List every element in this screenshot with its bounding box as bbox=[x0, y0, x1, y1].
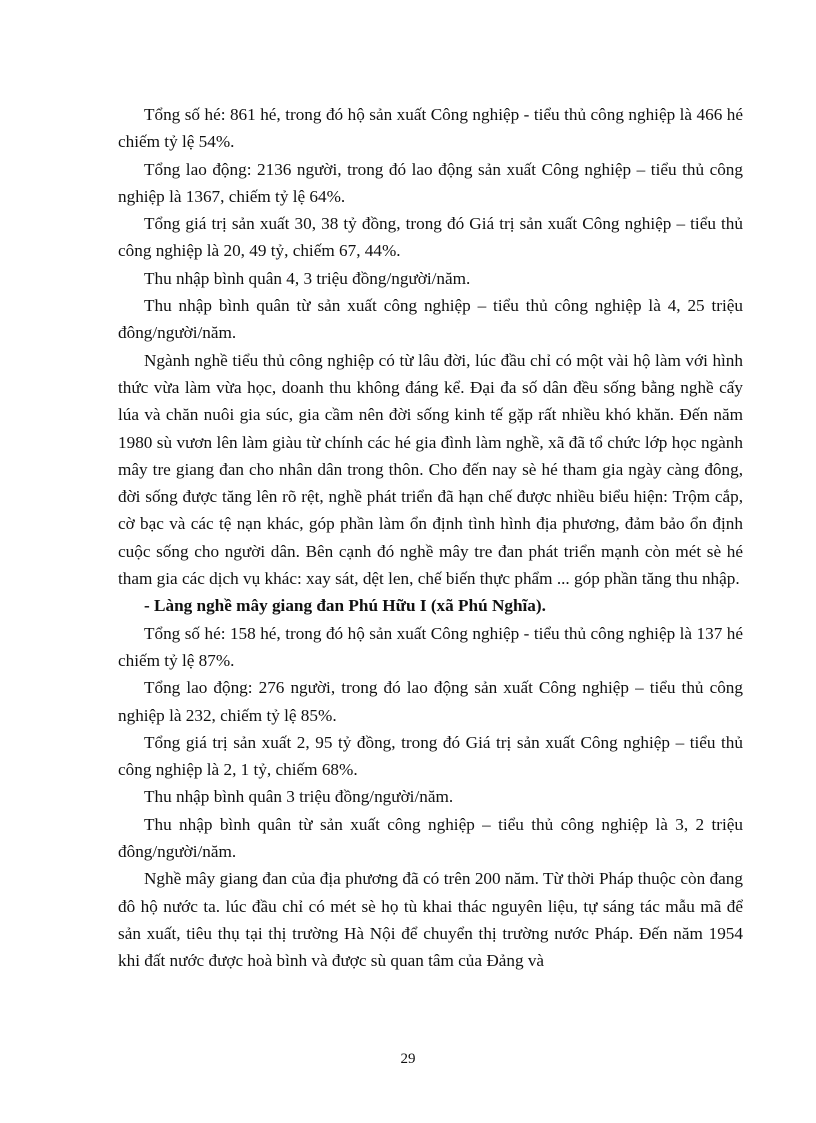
section-heading: - Làng nghề mây giang đan Phú Hữu I (xã Phú Nghĩa). bbox=[144, 596, 546, 616]
paragraph-households-2: Tổng số hé: 158 hé, trong đó hộ sản xuất Công nghiệp - tiểu thủ công nghiệp là 137 hé chiếm tỷ lệ 87%. bbox=[118, 623, 743, 670]
paragraph-labor-2: Tổng lao động: 276 người, trong đó lao động sản xuất Công nghiệp – tiểu thủ công nghiệp là 232, chiếm tỷ lệ 85%. bbox=[118, 678, 743, 725]
paragraph-history-2: Nghề mây giang đan của địa phương đã có trên 200 năm. Từ thời Pháp thuộc còn đang đô hộ nước ta. lúc đầu chỉ có mét sè họ tù khai thác nguyên liệu, tự sáng tác mẫu mã để sản xuất, tiêu thụ tại thị trường Hà Nội để chuyển thị trường nước Pháp. Đến năm 1954 khi đất nước được hoà bình và được sù quan tâm của Đảng và bbox=[118, 869, 743, 971]
paragraph-history: Ngành nghề tiểu thủ công nghiệp có từ lâu đời, lúc đầu chỉ có một vài hộ làm với hình thức vừa làm vừa học, doanh thu không đáng kể. Đại đa số dân đều sống bằng nghề cấy lúa và chăn nuôi gia súc, gia cầm nên đời sống kinh tế gặp rất nhiều khó khăn. Đến năm 1980 sù vươn lên làm giàu từ chính các hé gia đình làm nghề, xã đã tổ chức lớp học ngành mây tre giang đan cho nhân dân trong thôn. Cho đến nay sè hé tham gia ngày càng đông, đời sống được tăng lên rõ rệt, nghề phát triển đã hạn chế được nhiều biểu hiện: Trộm cắp, cờ bạc và các tệ nạn khác, góp phần làm ổn định tình hình địa phương, đảm bảo ổn định cuộc sống cho người dân. Bên cạnh đó nghề mây tre đan phát triển mạnh còn mét sè hé tham gia các dịch vụ khác: xay sát, dệt len, chế biến thực phẩm ... góp phần tăng thu nhập. bbox=[118, 350, 743, 589]
paragraph-average-income: Thu nhập bình quân 4, 3 triệu đồng/người/năm. bbox=[144, 268, 471, 288]
paragraph-households: Tổng số hé: 861 hé, trong đó hộ sản xuất Công nghiệp - tiểu thủ công nghiệp là 466 hé chiếm tỷ lệ 54%. bbox=[118, 105, 743, 152]
paragraph-industry-income: Thu nhập bình quân từ sản xuất công nghiệp – tiểu thủ công nghiệp là 4, 25 triệu đông/người/năm. bbox=[118, 296, 743, 343]
paragraph-labor: Tổng lao động: 2136 người, trong đó lao động sản xuất Công nghiệp – tiểu thủ công nghiệp là 1367, chiếm tỷ lệ 64%. bbox=[118, 159, 743, 206]
paragraph-production-value: Tổng giá trị sản xuất 30, 38 tỷ đồng, trong đó Giá trị sản xuất Công nghiệp – tiểu thủ công nghiệp là 20, 49 tỷ, chiếm 67, 44%. bbox=[118, 214, 743, 261]
paragraph-average-income-2: Thu nhập bình quân 3 triệu đồng/người/năm. bbox=[144, 787, 454, 807]
page-body bbox=[118, 101, 743, 975]
page-number: 29 bbox=[400, 1051, 416, 1067]
paragraph-production-value-2: Tổng giá trị sản xuất 2, 95 tỷ đồng, trong đó Giá trị sản xuất Công nghiệp – tiểu thủ công nghiệp là 2, 1 tỷ, chiếm 68%. bbox=[118, 732, 743, 780]
paragraph-industry-income-2: Thu nhập bình quân từ sản xuất công nghiệp – tiểu thủ công nghiệp là 3, 2 triệu đông/người/năm. bbox=[118, 814, 743, 862]
